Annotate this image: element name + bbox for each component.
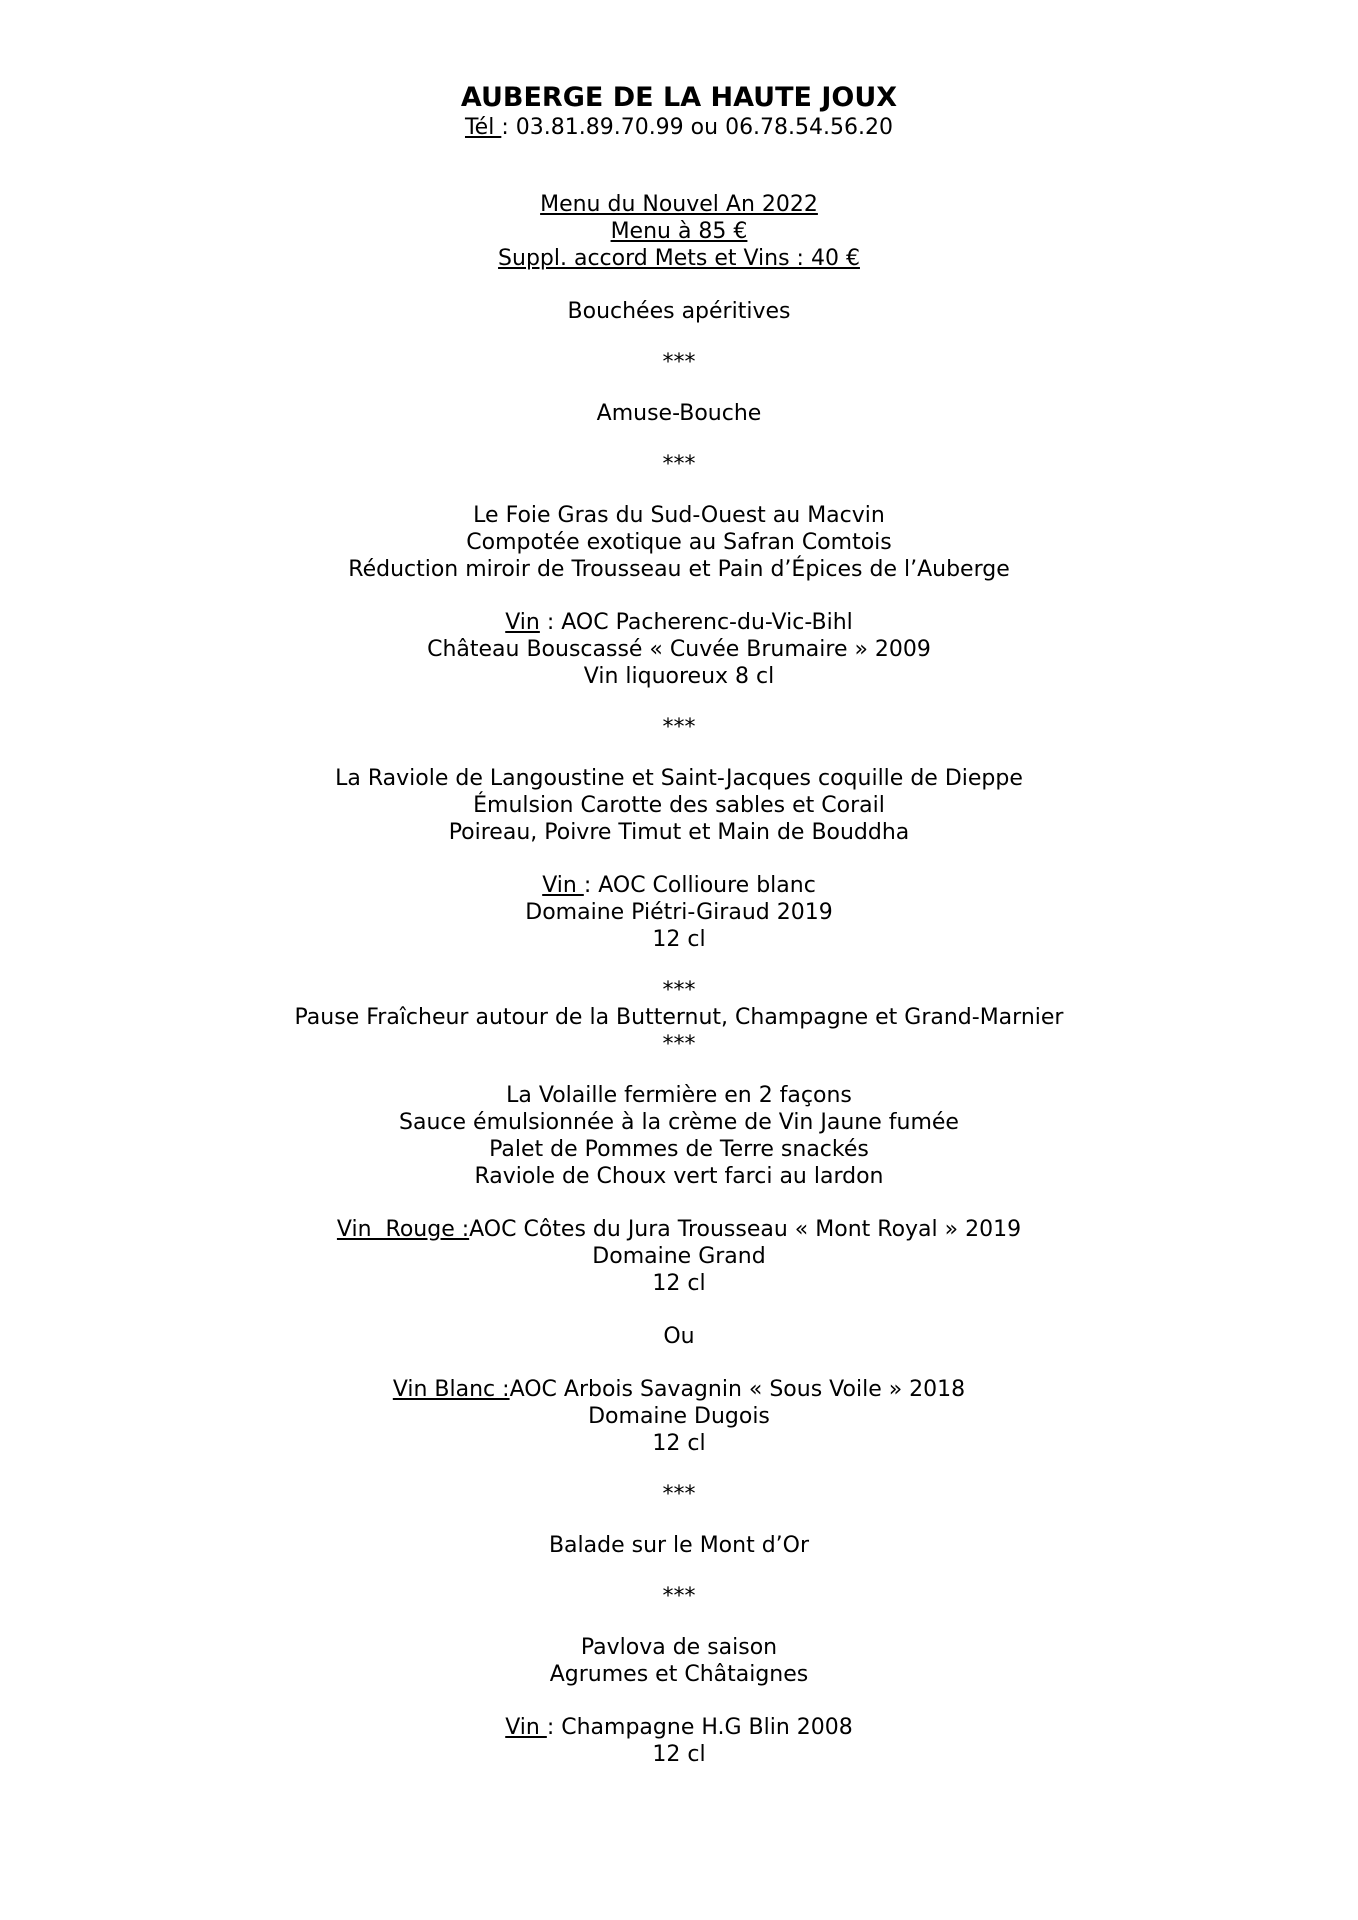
phone-numbers: : 03.81.89.70.99 ou 06.78.54.56.20 [501,115,894,140]
wine-detail: Domaine Grand [592,1244,766,1269]
wine-detail: Château Bouscassé « Cuvée Brumaire » 2009 [427,637,931,662]
menu-price: Menu à 85 € [610,219,748,244]
wine-appellation: AOC Arbois Savagnin « Sous Voile » 2018 [509,1377,966,1402]
phone-line [0,114,1358,141]
wine-label: Vin Rouge : [336,1217,470,1242]
raviole-wine [0,872,1358,899]
separator: *** [662,1032,696,1057]
wine-detail: 12 cl [652,1431,706,1456]
separator: *** [662,1482,696,1507]
foie-gras-wine [0,609,1358,636]
wine-label: Vin Blanc : [392,1377,510,1402]
wine-detail: 12 cl [652,927,706,952]
dessert-line: Pavlova de saison [580,1635,778,1660]
raviole-line: Poireau, Poivre Timut et Main de Bouddha [448,820,910,845]
volaille-line: Palet de Pommes de Terre snackés [489,1137,869,1162]
raviole-line: Émulsion Carotte des sables et Corail [473,793,885,818]
foie-gras-line: Compotée exotique au Safran Comtois [466,530,892,555]
foie-gras-line: Réduction miroir de Trousseau et Pain d’Épices de l’Auberge [348,557,1010,582]
wine-label: Vin [505,1715,547,1740]
separator: *** [662,1584,696,1609]
separator: *** [662,978,696,1003]
menu-name: Menu du Nouvel An 2022 [540,192,818,217]
volaille-line: Sauce émulsionnée à la crème de Vin Jaune fumée [399,1110,959,1135]
volaille-line: La Volaille fermière en 2 façons [506,1083,852,1108]
wine-appellation: AOC Côtes du Jura Trousseau « Mont Royal » 2019 [469,1217,1022,1242]
foie-gras-line: Le Foie Gras du Sud-Ouest au Macvin [473,503,885,528]
volaille-line: Raviole de Choux vert farci au lardon [474,1164,884,1189]
restaurant-name: AUBERGE DE LA HAUTE JOUX [460,82,898,113]
raviole-line: La Raviole de Langoustine et Saint-Jacques coquille de Dieppe [335,766,1023,791]
amuse-bouche-course: Amuse-Bouche [596,401,762,426]
separator: *** [662,350,696,375]
wine-appellation: : AOC Collioure blanc [583,873,816,898]
cheese-course: Balade sur le Mont d’Or [548,1533,810,1558]
or-choice: Ou [663,1324,695,1349]
wine-detail: Domaine Piétri-Giraud 2019 [525,900,833,925]
dessert-wine [0,1714,1358,1741]
phone-label: Tél [464,115,502,140]
wine-detail: 12 cl [652,1271,706,1296]
pause-course: Pause Fraîcheur autour de la Butternut, Champagne et Grand-Marnier [294,1005,1064,1030]
aperitif-course: Bouchées apéritives [567,299,791,324]
wine-detail: 12 cl [652,1742,706,1767]
menu-page [0,82,1358,1768]
separator: *** [662,715,696,740]
dessert-line: Agrumes et Châtaignes [549,1662,809,1687]
wine-supplement: Suppl. accord Mets et Vins : 40 € [498,246,860,271]
wine-label: Vin [542,873,584,898]
wine-detail: Vin liquoreux 8 cl [583,664,775,689]
wine-appellation: : Champagne H.G Blin 2008 [546,1715,853,1740]
separator: *** [662,452,696,477]
red-wine [0,1216,1358,1243]
wine-appellation: : AOC Pacherenc-du-Vic-Bihl [539,610,853,635]
wine-label: Vin [505,610,540,635]
white-wine [0,1376,1358,1403]
wine-detail: Domaine Dugois [588,1404,770,1429]
